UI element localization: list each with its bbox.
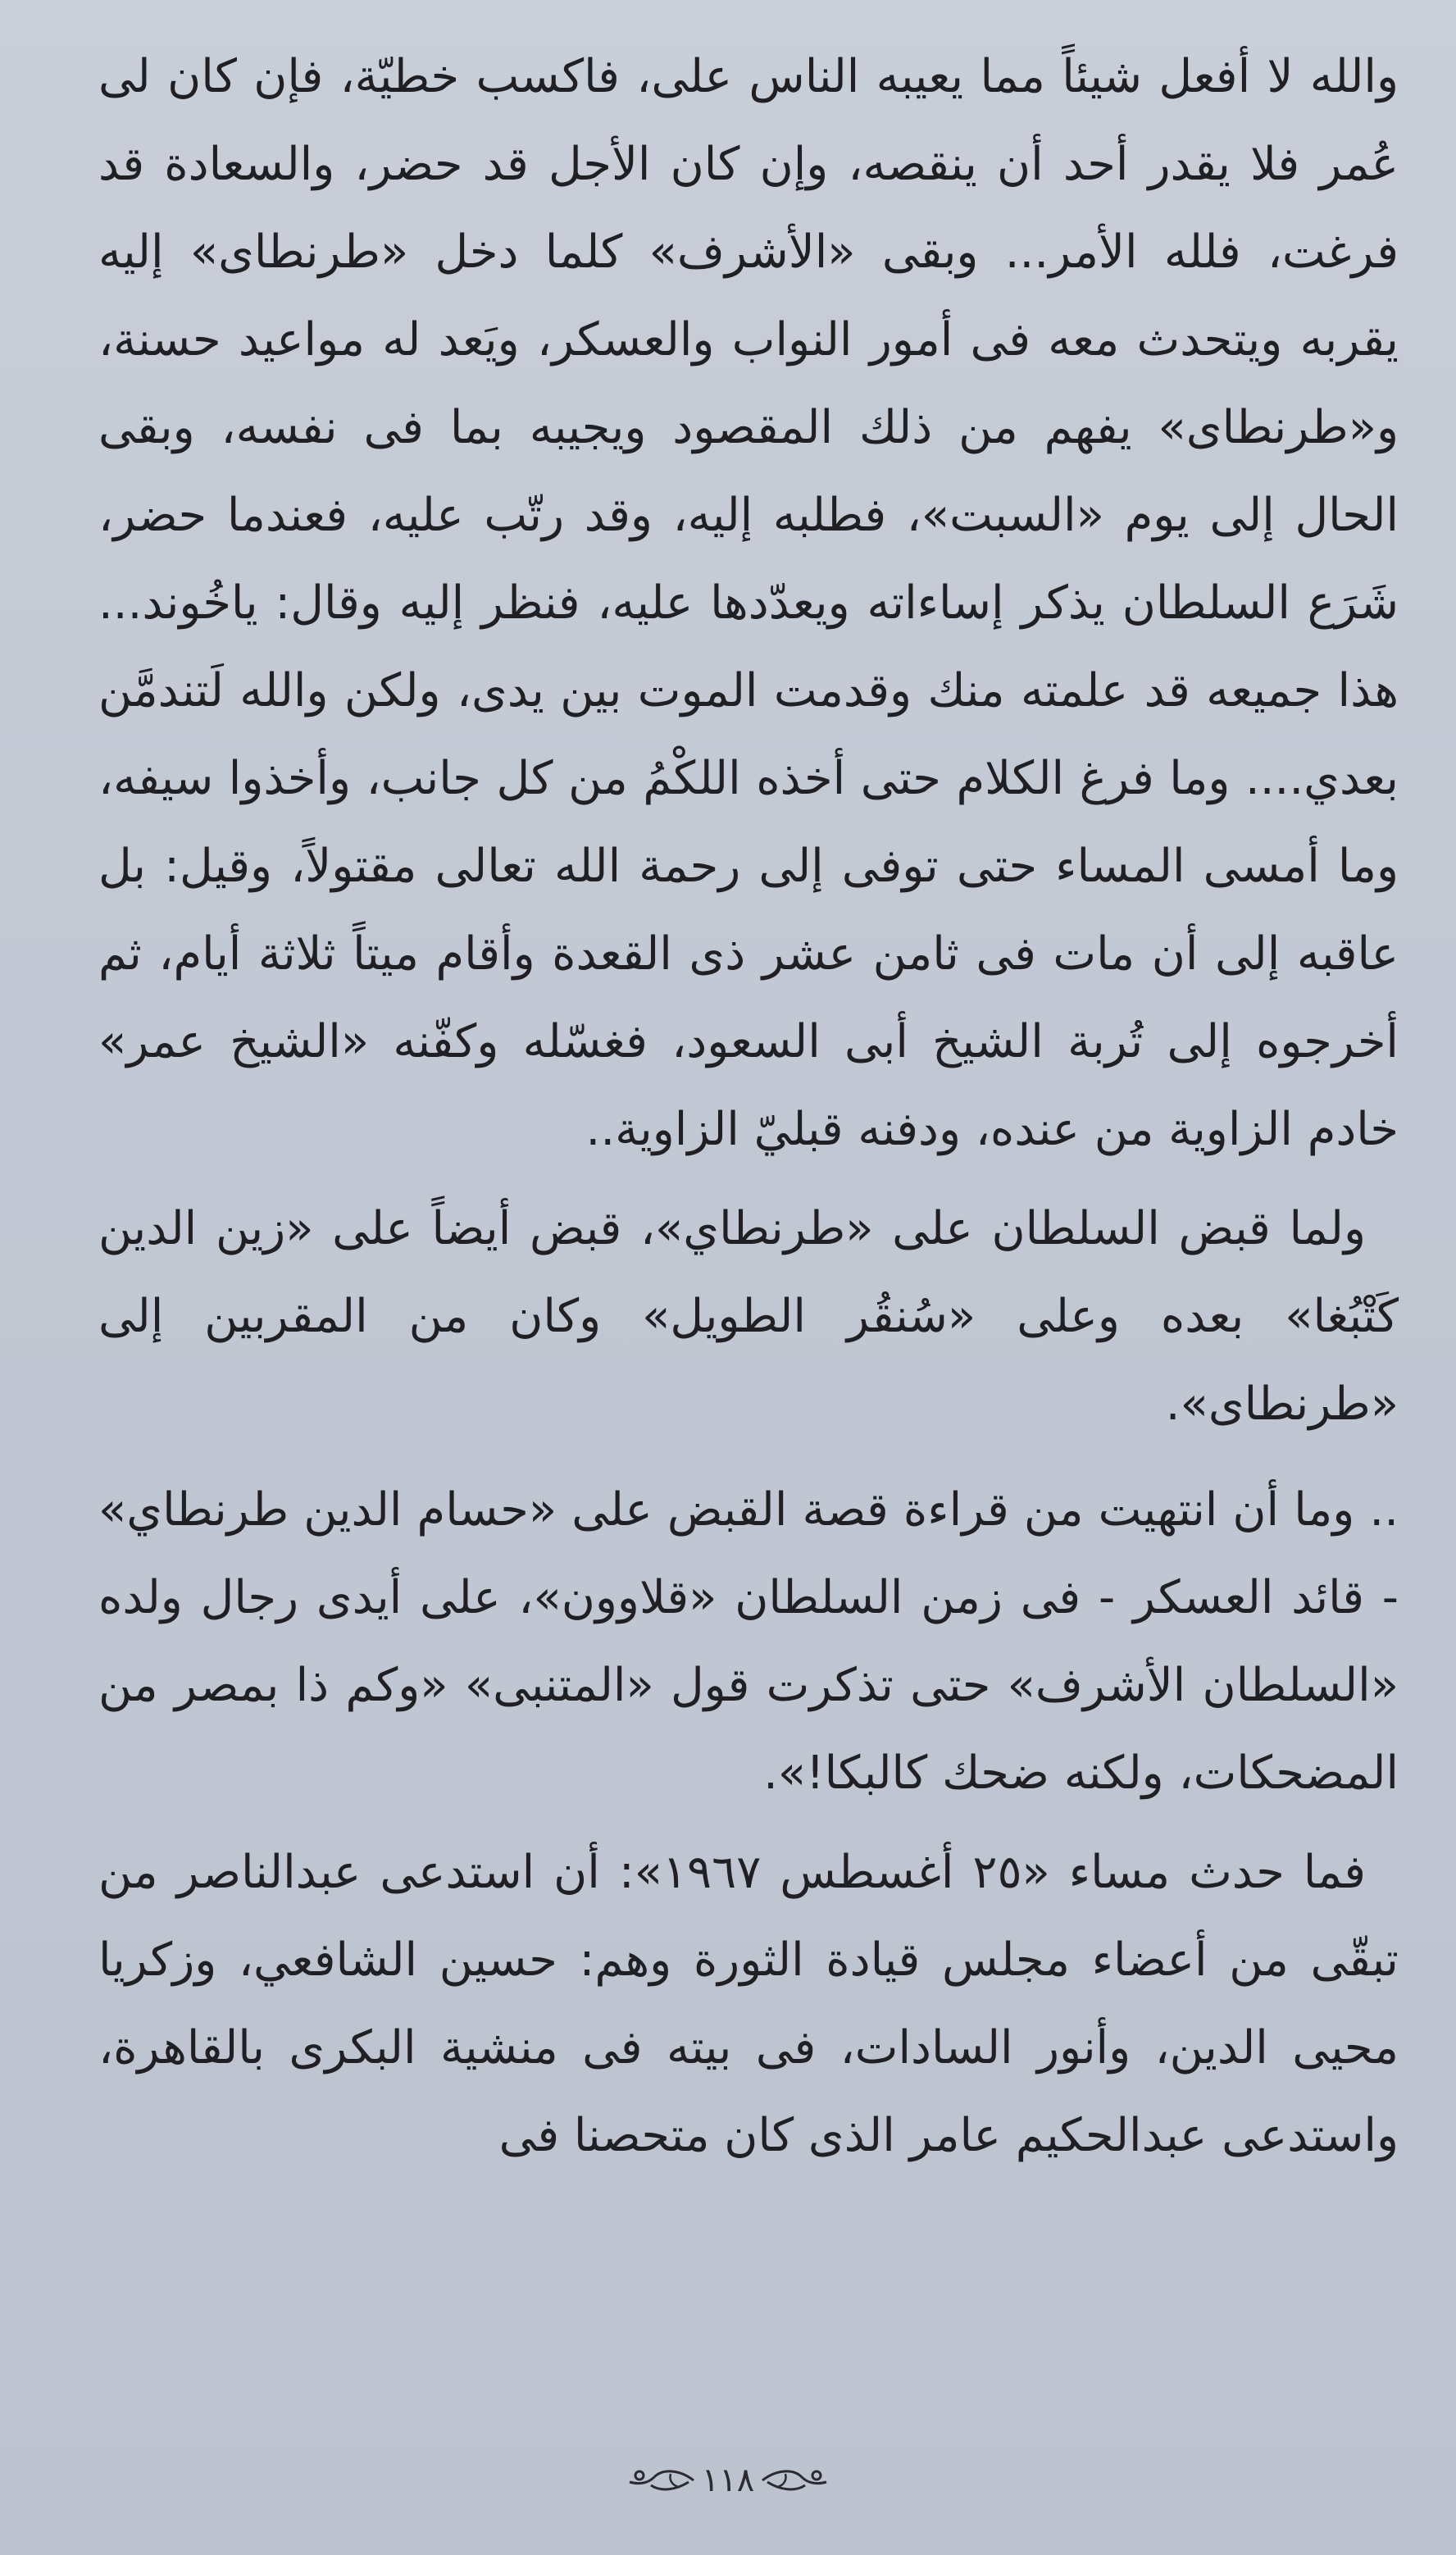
left-ornament-icon xyxy=(621,2464,695,2497)
paragraph-august-1967: فما حدث مساء «٢٥ أغسطس ١٩٦٧»: أن استدعى عبدالناصر من تبقّى من أعضاء مجلس قيادة الثورة وهم: حسين الشافعي، وزكريا محيى الدين، وأنور السادات، فى بيته فى منشية البكرى بالقاهرة، واستدعى عبدالحكيم عامر الذى كان متحصنا فى xyxy=(98,1846,1399,2162)
page-body-text xyxy=(98,33,1399,2191)
right-ornament-icon xyxy=(761,2464,835,2497)
page-folio xyxy=(0,2456,1456,2505)
page-number: ١١٨ xyxy=(701,2462,755,2499)
paragraph-mutanabbi-quote: .. وما أن انتهيت من قراءة قصة القبض على «حسام الدين طرنطاي» - قائد العسكر - فى زمن السلطان «قلاوون»، على أيدى رجال ولده «السلطان الأشرف» حتى تذكرت قول «المتنبى» «وكم ذا بمصر من المضحكات، ولكنه ضحك كالبكا!». xyxy=(98,1483,1399,1800)
paragraph-tarantai-arrest: والله لا أفعل شيئاً مما يعيبه الناس على، فاكسب خطيّة، فإن كان لى عُمر فلا يقدر أحد أن ينقصه، وإن كان الأجل قد حضر، والسعادة قد فرغت، فلله الأمر... وبقى «الأشرف» كلما دخل «طرنطاى» إليه يقربه ويتحدث معه فى أمور النواب والعسكر، ويَعد له مواعيد حسنة، و«طرنطاى» يفهم من ذلك المقصود ويجيبه بما فى نفسه، وبقى الحال إلى يوم «السبت»، فطلبه إليه، وقد رتّب عليه، فعندما حضر، شَرَع السلطان يذكر إساءاته ويعدّدها عليه، فنظر إليه وقال: ياخُوند... هذا جميعه قد علمته منك وقدمت الموت بين يدى، ولكن والله لَتندمَّن بعدي.... وما فرغ الكلام حتى أخذه اللكْمُ من كل جانب، وأخذوا سيفه، وما أمسى المساء حتى توفى إلى رحمة الله تعالى مقتولاً، وقيل: بل عاقبه إلى أن مات فى ثامن عشر ذى القعدة وأقام ميتاً ثلاثة أيام، ثم أخرجوه إلى تُربة الشيخ أبى السعود، فغسّله وكفّنه «الشيخ عمر» خادم الزاوية من عنده، ودفنه قبليّ الزاوية.. xyxy=(98,50,1399,1156)
paragraph-other-arrests: ولما قبض السلطان على «طرنطاي»، قبض أيضاً على «زين الدين كَتْبُغا» بعده وعلى «سُنقُر الطويل» وكان من المقربين إلى «طرنطاى». xyxy=(98,1202,1399,1431)
